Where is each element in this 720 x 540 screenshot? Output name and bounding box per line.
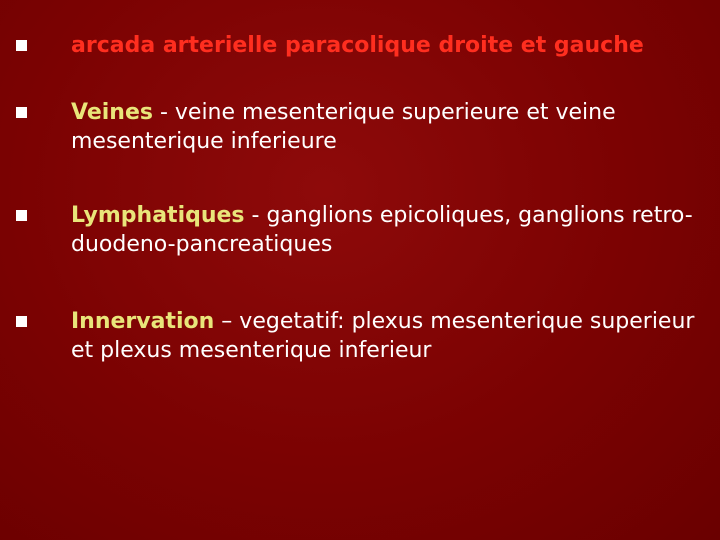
bullet-title: arcada arterielle paracolique droite et gauche bbox=[71, 33, 644, 58]
bullet-title: Veines bbox=[71, 100, 153, 125]
bullet-title: Lymphatiques bbox=[71, 203, 245, 228]
bullet-item-innervation bbox=[60, 307, 700, 365]
square-bullet-icon bbox=[16, 316, 27, 327]
square-bullet-icon bbox=[16, 210, 27, 221]
bullet-item-lymphatiques bbox=[60, 201, 700, 259]
square-bullet-icon bbox=[16, 107, 27, 118]
bullet-text bbox=[60, 98, 700, 156]
bullet-title: Innervation bbox=[71, 309, 215, 334]
bullet-body: - veine mesenterique superieure et veine mesenterique inferieure bbox=[71, 100, 616, 154]
bullet-item-veines bbox=[60, 98, 700, 156]
bullet-body: – vegetatif: plexus mesenterique superieur et plexus mesenterique inferieur bbox=[71, 309, 695, 363]
bullet-text bbox=[60, 201, 700, 259]
bullet-body: - ganglions epicoliques, ganglions retro-duodeno-pancreatiques bbox=[71, 203, 693, 257]
bullet-item-arcada bbox=[60, 31, 700, 60]
bullet-text bbox=[60, 307, 700, 365]
bullet-text bbox=[60, 31, 700, 60]
square-bullet-icon bbox=[16, 40, 27, 51]
